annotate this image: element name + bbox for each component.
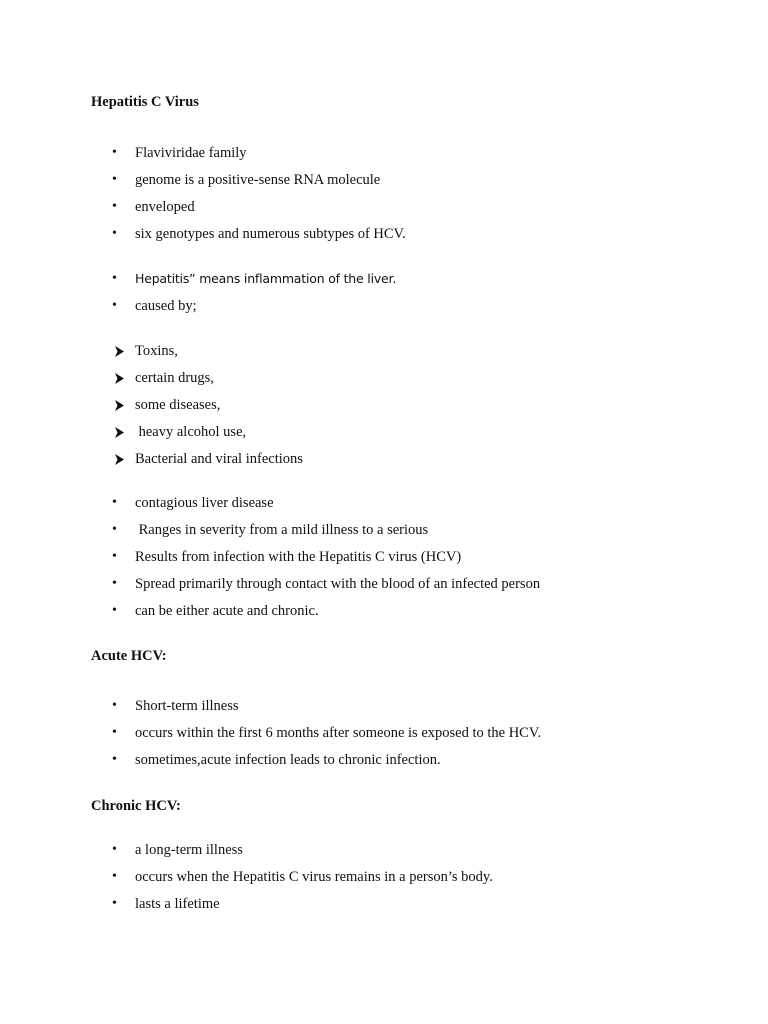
document-page: Hepatitis C Virus • Flaviviridae family • genome is a positive-sense RNA molecule • enveloped • six genotypes and numerous subtypes of HCV. • Hepatitis” means inflammation of the liver. • caused by; Toxins, certain drugs, some diseases, heavy alcohol use, Bacterial and viral infections • contagious liver disease • Ranges in severity from a mild illness to a serious • Results from infection with the Hepatitis C virus (HCV) • Spread primarily through contact with the blood of an infected person • can be either acute and chronic. Acute HCV: • Short-term illness • occurs within the first 6 months after someone is exposed to the HCV. • sometimes,acute infection leads to chronic infection. Chronic HCV: • a long-term illness • occurs when the Hepatitis C virus remains in a person’s body. • lasts a lifetime [91,94,542,912]
section-heading-acute: Acute HCV: [91,648,167,664]
document-title: Hepatitis C Virus [91,94,199,110]
bullet-icon: • [112,603,117,618]
section-heading-chronic: Chronic HCV: [91,798,181,814]
bullet-icon: • [112,842,117,857]
bullet-icon: • [112,145,117,160]
bullet-icon: • [112,271,117,286]
bullet-icon: • [112,495,117,510]
bullet-icon: • [112,172,117,187]
bullet-icon: • [112,869,117,884]
bullet-icon: • [112,298,117,313]
bullet-icon: • [112,522,117,537]
bullet-icon: • [112,549,117,564]
bullet-icon: • [112,896,117,911]
bullet-icon: • [112,752,117,767]
bullet-icon: • [112,576,117,591]
bullet-icon: • [112,226,117,241]
bullet-icon: • [112,698,117,713]
bullet-icon: • [112,725,117,740]
bullet-icon: • [112,199,117,214]
